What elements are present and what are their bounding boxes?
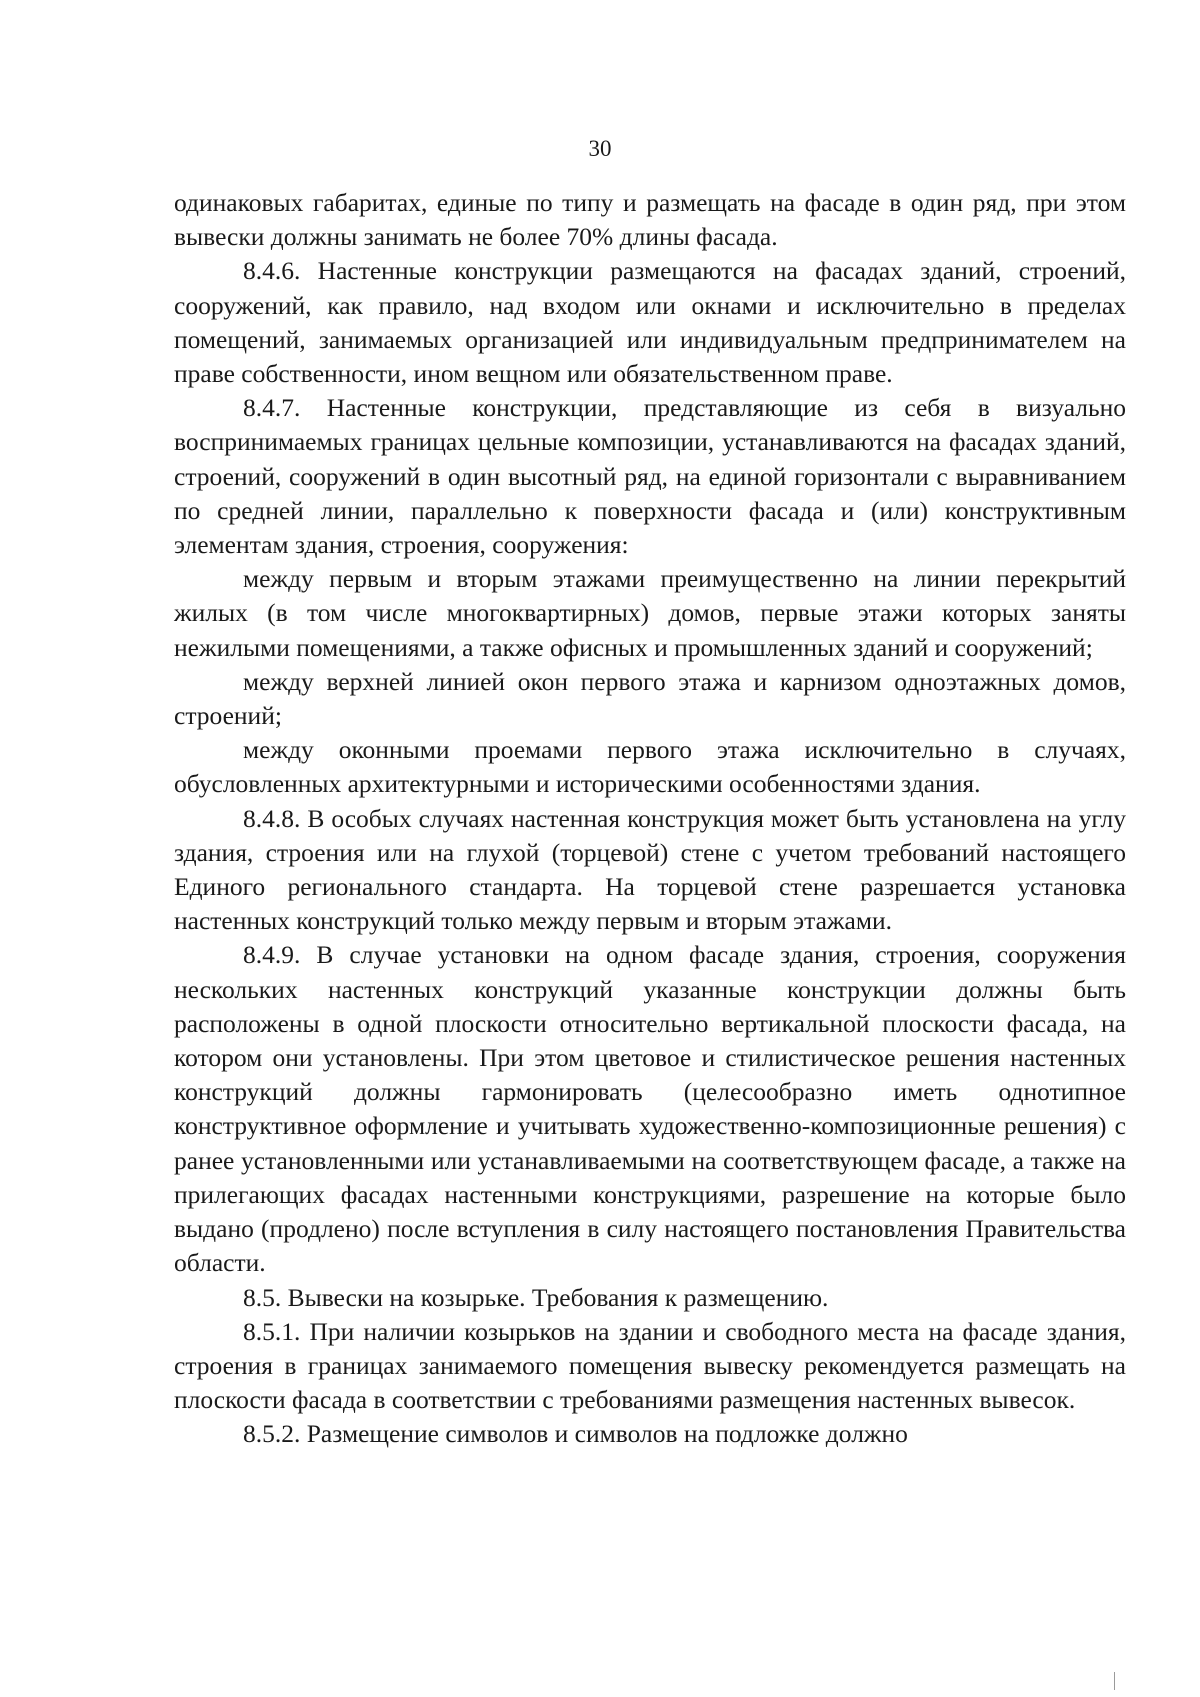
list-item-windows-cornice: между верхней линией окон первого этажа и карнизом одноэтажных домов, строений; [174,666,1126,731]
list-item-window-openings: между оконными проемами первого этажа исключительно в случаях, обусловленных архитектурными и историческими особенностями здания. [174,735,1126,799]
paragraph-8-5-2: 8.5.2. Размещение символов и символов на подложке должно [243,1419,908,1449]
paragraph-8-4-7: 8.4.7. Настенные конструкции, представляющие из себя в визуально воспринимаемых границах цельные композиции, устанавливаются на фасадах зданий, строений, сооружений в один высотный ряд, на единой горизонтали с выравниванием по средней линии, параллельно к поверхности фасада и (или) конструктивным элементам здания, строения, сооружения: [174,393,1126,560]
paragraph-8-4-9: 8.4.9. В случае установки на одном фасаде здания, строения, сооружения нескольких настенных конструкций указанные конструкции должны быть расположены в одной плоскости относительно вертикальной плоскости фасада, на котором они установлены. При этом цветовое и стилистическое решения настенных конструкций должны гармонировать (целесообразно иметь однотипное конструктивное оформление и учитывать художественно-композиционные решения) с ранее установленными или устанавливаемыми на соответствующем фасаде, а также на прилегающих фасадах настенными конструкциями, разрешение на которые было выдано (продлено) после вступления в силу настоящего постановления Правительства области. [174,940,1126,1278]
paragraph-8-5-1: 8.5.1. При наличии козырьков на здании и свободного места на фасаде здания, строения в границах занимаемого помещения вывеску рекомендуется размещать на плоскости фасада в соответствии с требованиями размещения настенных вывесок. [174,1316,1126,1415]
page-number: 30 [588,136,612,161]
paragraph-8-4-6: 8.4.6. Настенные конструкции размещаются на фасадах зданий, строений, сооружений, как правило, над входом или окнами и исключительно в пределах помещений, занимаемых организацией или индивидуальным предпринимателем на праве собственности, ином вещном или обязательственном праве. [174,256,1126,389]
document-body [174,186,1126,1452]
scan-mark [1114,1672,1115,1690]
paragraph-continuation: одинаковых габаритах, единые по типу и размещать на фасаде в один ряд, при этом вывески должны занимать не более 70% длины фасада. [174,188,1126,252]
paragraph-8-4-8: 8.4.8. В особых случаях настенная конструкция может быть установлена на углу здания, строения или на глухой (торцевой) стене с учетом требований настоящего Единого регионального стандарта. На торцевой стене разрешается установка настенных конструкций только между первым и вторым этажами. [174,803,1126,936]
list-item-between-floors: между первым и вторым этажами преимущественно на линии перекрытий жилых (в том числе многоквартирных) домов, первые этажи которых заняты нежилыми помещениями, а также офисных и промышленных зданий и сооружений; [174,564,1126,662]
section-heading-8-5: 8.5. Вывески на козырьке. Требования к размещению. [243,1282,829,1312]
